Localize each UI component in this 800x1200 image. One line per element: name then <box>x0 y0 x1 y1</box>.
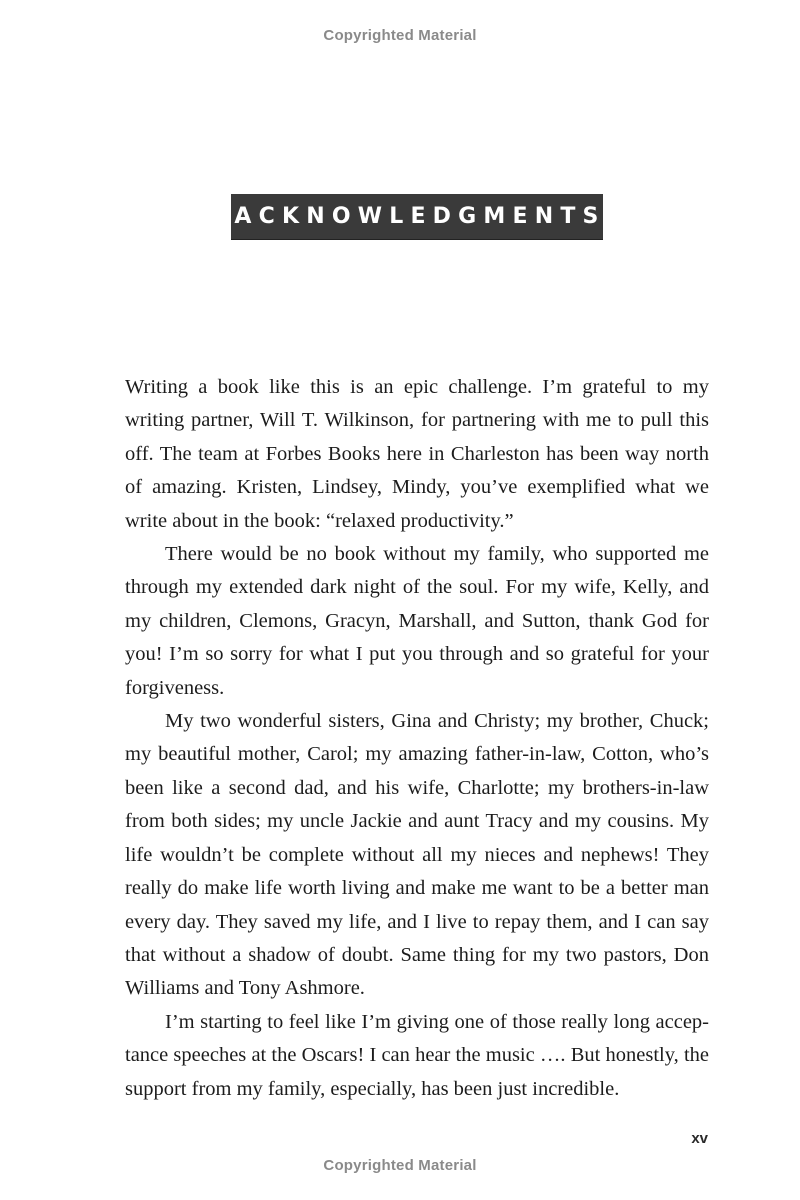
chapter-heading: ACKNOWLEDGMENTS <box>231 194 603 239</box>
page-number: xv <box>691 1130 708 1147</box>
paragraph-2: There would be no book without my family, who supported me through my extended dark night of the soul. For my wife, Kelly, and my children, Clemons, Gracyn, Marshall, and Sutton, thank God for you! I’m so sorry for what I put you through and so grateful for your forgiveness. <box>125 543 709 699</box>
paragraph-1: Writing a book like this is an epic challenge. I’m grateful to my writing partner, Will T. Wilkinson, for partnering with me to pull this off. The team at Forbes Books here in Charleston has been way north of amazing. Kristen, Lindsey, Mindy, you’ve exemplified what we write about in the book: “relaxed productivity.” <box>125 376 709 532</box>
copyright-watermark-bottom: Copyrighted Material <box>323 1157 477 1174</box>
copyright-watermark-top: Copyrighted Material <box>323 27 477 44</box>
paragraph-4: I’m starting to feel like I’m giving one of those really long accep-tance speeches at the Oscars! I can hear the music …. But honestly, the support from my family, especially, has been just incredible. <box>125 1010 709 1100</box>
body-text <box>125 371 709 1106</box>
paragraph-3: My two wonderful sisters, Gina and Christy; my brother, Chuck; my beautiful mother, Carol; my amazing father-in-law, Cotton, who’s been like a second dad, and his wife, Charlotte; my brothers-in-law from both sides; my uncle Jackie and aunt Tracy and my cousins. My life wouldn’t be complete without all my nieces and nephews! They really do make life worth living and make me want to be a better man every day. They saved my life, and I live to repay them, and I can say that without a shadow of doubt. Same thing for my two pastors, Don Williams and Tony Ashmore. <box>125 710 709 1000</box>
